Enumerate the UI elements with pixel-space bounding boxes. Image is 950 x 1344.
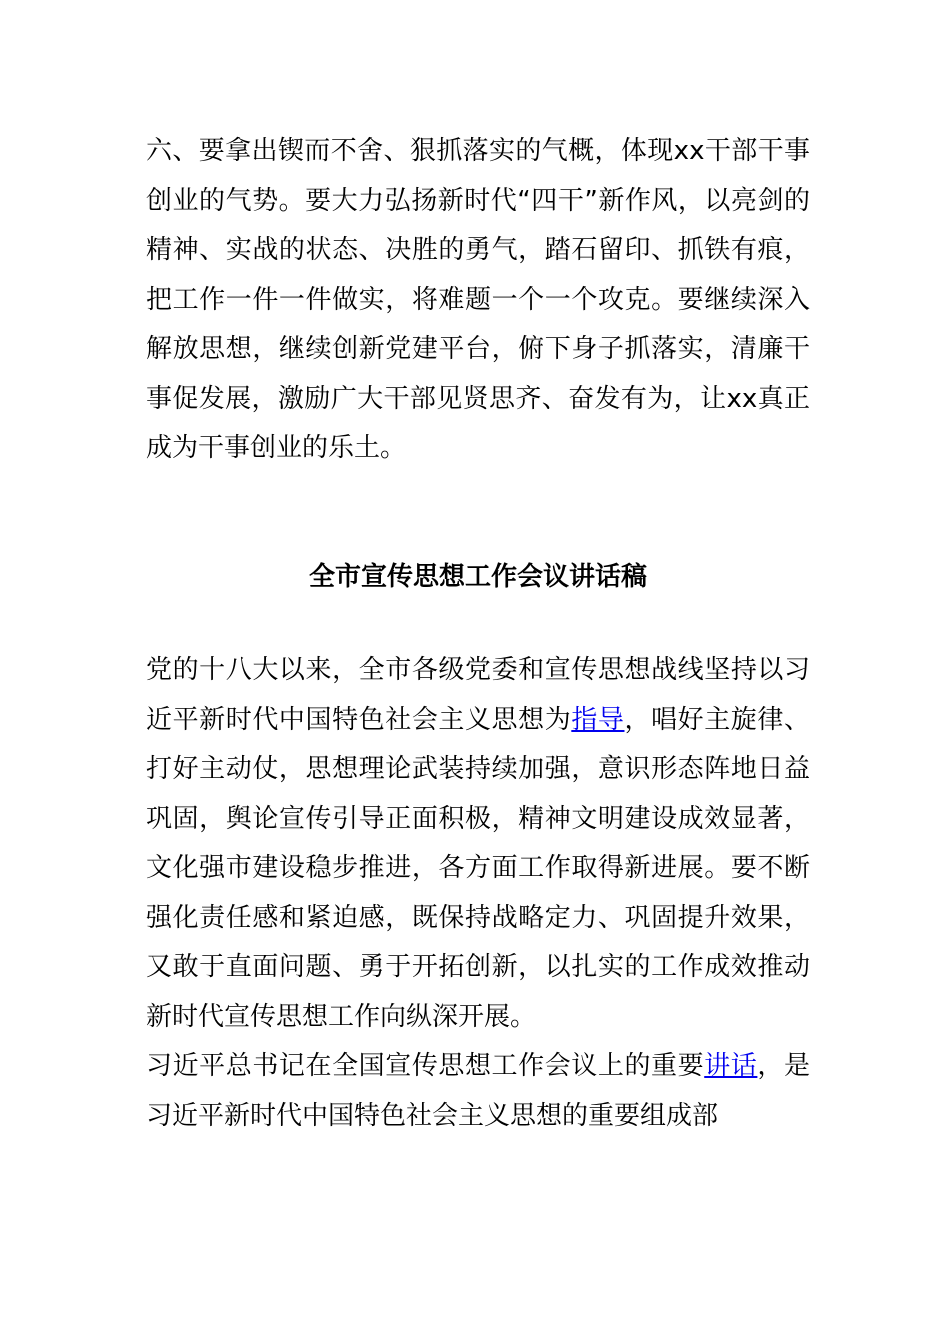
document-title: 全市宣传思想工作会议讲话稿 bbox=[308, 561, 647, 592]
paragraph-intro-text-after: ，唱好主旋律、打好主动仗，思想理论武装持续加强，意识形态阵地日益巩固，舆论宣传引导正面积极，精神文明建设成效显著，文化强市建设稳步推进，各方面工作取得新进展。要不断强化责任感和紧迫感，既保持战略定力、巩固提升效果，又敢于直面问题、勇于开拓创新，以扎实的工作成效推动新时代宣传思想工作向纵深开展。 bbox=[146, 704, 810, 1032]
document-body bbox=[146, 127, 810, 1141]
paragraph-speech bbox=[146, 1042, 810, 1141]
paragraph-intro bbox=[146, 646, 810, 1042]
paragraph-speech-text-before: 习近平总书记在全国宣传思想工作会议上的重要 bbox=[146, 1051, 705, 1081]
paragraph-speech-text-after: ，是习近平新时代中国特色社会主义思想的重要组成部 bbox=[146, 1051, 810, 1131]
link-guidance[interactable]: 指导 bbox=[571, 704, 625, 735]
link-speech[interactable]: 讲话 bbox=[704, 1051, 758, 1081]
paragraph-intro-text-before: 党的十八大以来，全市各级党委和宣传思想战线坚持以习近平新时代中国特色社会主义思想为 bbox=[146, 655, 810, 735]
paragraph-section-six: 六、要拿出锲而不舍、狠抓落实的气概，体现xx干部干事创业的气势。要大力弘扬新时代“四干”新作风，以亮剑的精神、实战的状态、决胜的勇气，踏石留印、抓铁有痕，把工作一件一件做实，将难题一个一个攻克。要继续深入解放思想，继续创新党建平台，俯下身子抓落实，清廉干事促发展，激励广大干部见贤思齐、奋发有为，让xx真正成为干事创业的乐土。 bbox=[146, 136, 810, 463]
